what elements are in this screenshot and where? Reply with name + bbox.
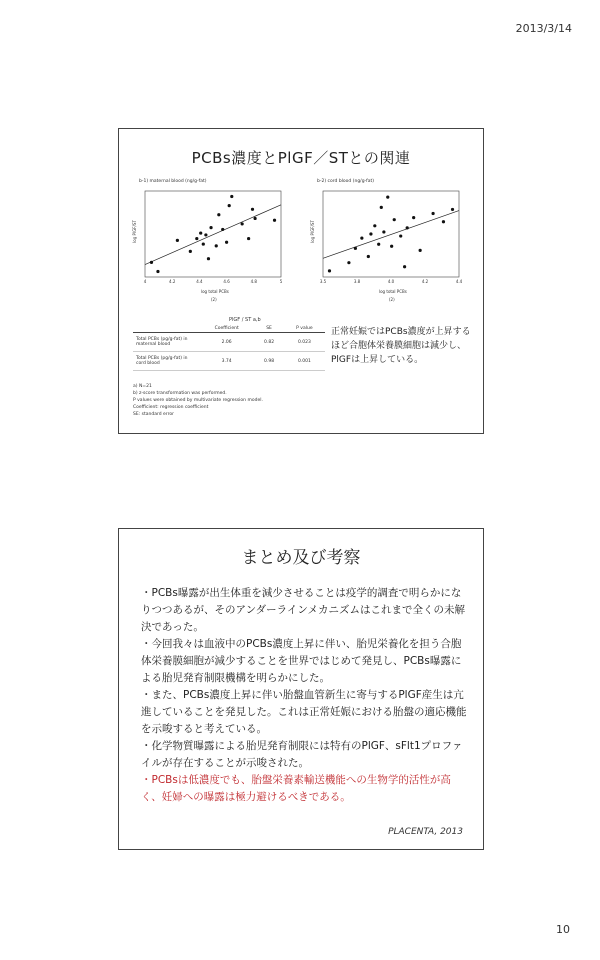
bullet-item: ・また、PCBs濃度上昇に伴い胎盤血管新生に寄与するPlGF産生は亢進していることを発見した。これは正常妊娠における胎盤の適応機能を示唆すると考えている。: [141, 689, 467, 735]
trend-line: [323, 211, 459, 259]
data-point: [380, 206, 383, 209]
plot-xlabel: log total PCBs: [379, 289, 407, 294]
data-point: [451, 208, 454, 211]
x-tick-label: 4: [143, 279, 147, 284]
plot-caption: (2): [389, 297, 395, 302]
se-cell: 0.98: [254, 352, 283, 371]
data-point: [247, 237, 250, 240]
summary-text: 正常妊娠ではPCBs濃度が上昇するほど合胞体栄養膜細胞は減少し、PlGFは上昇している。: [331, 327, 471, 365]
footnote: P values were obtained by multivariate regression model.: [133, 398, 263, 403]
data-point: [228, 204, 231, 207]
scatter-maternal: [131, 185, 291, 289]
x-tick-label: 4.2: [421, 279, 429, 284]
data-point: [150, 261, 153, 264]
data-point: [382, 230, 385, 233]
trend-line: [145, 205, 281, 265]
data-point: [399, 234, 402, 237]
plot-frame: [145, 191, 281, 277]
data-point: [202, 242, 205, 245]
x-tick-label: 4.4: [196, 279, 203, 284]
footnote: Coefficient: regression coefficient: [133, 405, 209, 410]
footnote: SE: standard error: [133, 412, 174, 417]
plot-caption: (2): [211, 297, 217, 302]
scatter-cord: [309, 185, 469, 289]
plot-ylabel: log PlGF/ST: [309, 220, 315, 243]
print-date: 2013/3/14: [515, 22, 572, 35]
pvalue-cell: 0.001: [284, 352, 325, 371]
x-tick-label: 4.8: [250, 279, 257, 284]
data-point: [419, 249, 422, 252]
table-header: Coefficient: [199, 325, 254, 333]
row-label: Total PCBs (pg/g-fat) in maternal blood: [133, 333, 199, 352]
data-point: [412, 216, 415, 219]
scatter-plots: [131, 179, 471, 311]
data-point: [199, 231, 202, 234]
data-point: [369, 232, 372, 235]
x-tick-label: 4.4: [455, 279, 463, 284]
page-number: 10: [556, 923, 570, 936]
data-point: [393, 218, 396, 221]
data-point: [360, 236, 363, 239]
data-point: [390, 245, 393, 248]
table-footnotes: [133, 383, 263, 418]
data-point: [403, 265, 406, 268]
x-tick-label: 5: [279, 279, 283, 284]
data-point: [221, 228, 224, 231]
data-point: [386, 196, 389, 199]
slide-conclusion: [118, 528, 484, 850]
x-tick-label: 3.8: [353, 279, 361, 284]
table-header: SE: [254, 325, 283, 333]
plot-title: b-1) maternal blood (ng/g-fat): [139, 179, 207, 184]
data-point: [204, 233, 207, 236]
data-point: [431, 212, 434, 215]
x-tick-label: 4.6: [223, 279, 230, 284]
bullet-list: [141, 585, 471, 806]
data-point: [273, 219, 276, 222]
data-point: [367, 255, 370, 258]
table-header-row: [133, 325, 325, 333]
slide-title: まとめ及び考察: [241, 548, 361, 568]
data-point: [176, 239, 179, 242]
coefficient-cell: 3.74: [199, 352, 254, 371]
data-point: [347, 261, 350, 264]
table-title: PlGF / ST a,b: [229, 317, 261, 323]
table-row: [133, 333, 325, 352]
plot-title: b-2) cord blood (ng/g-fat): [317, 179, 375, 184]
coefficient-cell: 2.06: [199, 333, 254, 352]
plot-frame: [323, 191, 459, 277]
bullet-item: ・化学物質曝露による胎児発育制限には特有のPlGF、sFlt1プロファイルが存在することが示唆された。: [141, 740, 463, 769]
plot-maternal-blood: [131, 179, 296, 311]
plot-ylabel: log PlGF/ST: [131, 220, 137, 243]
data-point: [354, 247, 357, 250]
data-point: [253, 217, 256, 220]
data-point: [230, 195, 233, 198]
plot-xlabel: log total PCBs: [201, 289, 229, 294]
data-point: [442, 220, 445, 223]
table-row: [133, 352, 325, 371]
x-tick-label: 4.0: [387, 279, 395, 284]
plot-cord-blood: [309, 179, 474, 311]
x-tick-label: 3.5: [319, 279, 327, 284]
data-point: [373, 224, 376, 227]
data-point: [207, 257, 210, 260]
data-point: [189, 250, 192, 253]
bullet-highlight: ・PCBsは低濃度でも、胎盤栄養素輸送機能への生物学的活性が高く、妊婦への曝露は極力避けるべきである。: [141, 774, 451, 803]
se-cell: 0.82: [254, 333, 283, 352]
footnote: b) z-score transformation was performed.: [133, 391, 227, 396]
data-point: [156, 270, 159, 273]
data-point: [209, 226, 212, 229]
row-label: Total PCBs (pg/g-fat) in cord blood: [133, 352, 199, 371]
citation: PLACENTA, 2013: [388, 827, 463, 837]
footnote: a) N=21: [133, 384, 152, 389]
data-point: [215, 244, 218, 247]
slide-title: PCBs濃度とPlGF／STとの関連: [191, 149, 411, 167]
bullet-item: ・今回我々は血液中のPCBs濃度上昇に伴い、胎児栄養化を担う合胞体栄養膜細胞が減少することを世界ではじめて発見し、PCBs曝露による胎児発育制限機構を明らかにした。: [141, 638, 462, 684]
data-point: [225, 241, 228, 244]
data-point: [251, 208, 254, 211]
data-point: [328, 269, 331, 272]
data-point: [195, 237, 198, 240]
bullet-item: ・PCBs曝露が出生体重を減少させることは疫学的調査で明らかになりつつあるが、そのアンダーラインメカニズムはこれまで全くの未解決であった。: [141, 587, 466, 633]
pvalue-cell: 0.023: [284, 333, 325, 352]
data-point: [406, 226, 409, 229]
data-point: [241, 222, 244, 225]
data-point: [377, 243, 380, 246]
x-tick-label: 4.2: [169, 279, 176, 284]
slide-pcbs-plgf: [118, 128, 484, 434]
table-header: [133, 325, 199, 333]
data-point: [217, 213, 220, 216]
stats-table: [133, 325, 325, 371]
table-header: P value: [284, 325, 325, 333]
